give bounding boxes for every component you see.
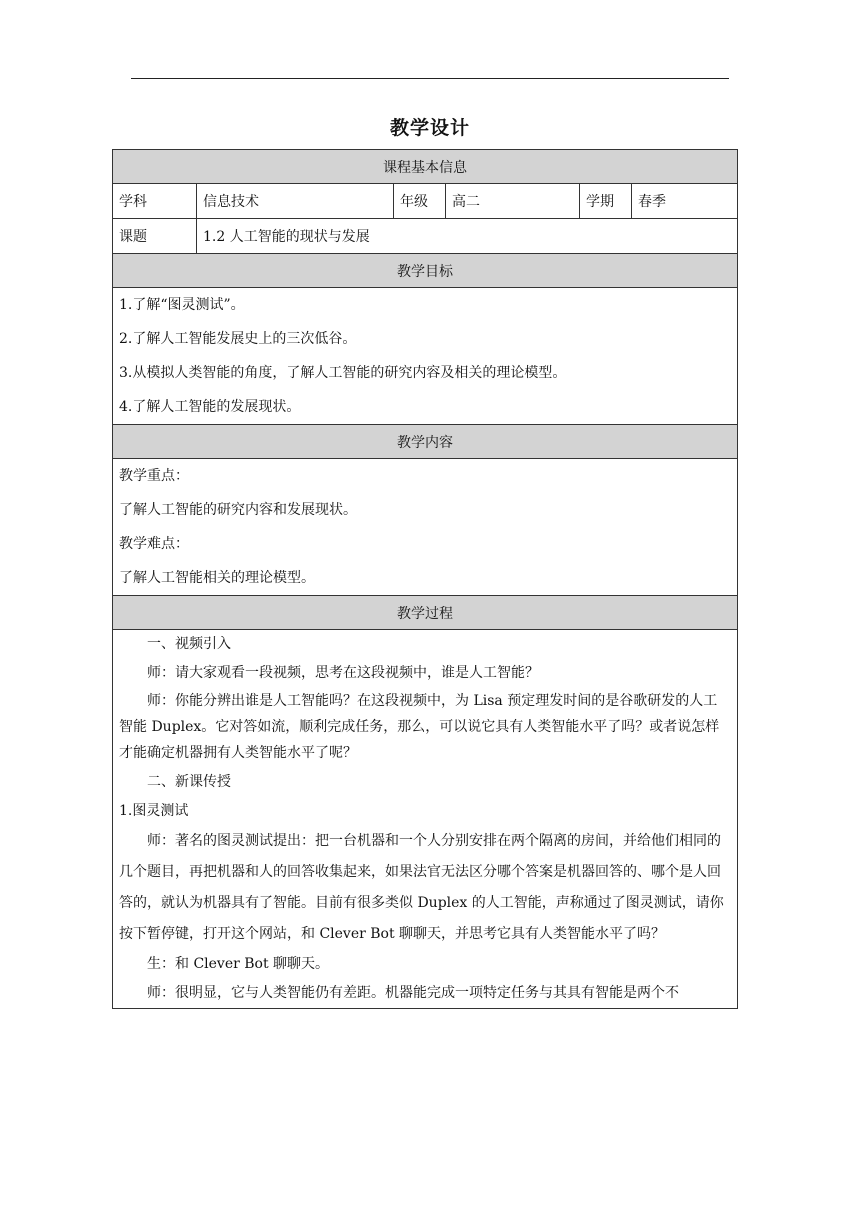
process-body	[113, 630, 738, 1009]
process-paragraph: 师：请大家观看一段视频，思考在这段视频中，谁是人工智能？	[147, 665, 539, 681]
lesson-plan-table	[112, 149, 738, 1009]
header-rule	[131, 78, 729, 79]
process-subsection-title: 1.图灵测试	[119, 803, 189, 819]
basic-info-header: 课程基本信息	[113, 150, 738, 184]
content-row	[113, 459, 738, 596]
objectives-list	[113, 288, 738, 425]
process-section-title: 一、视频引入	[147, 636, 231, 652]
process-row	[113, 630, 738, 1009]
section-header-objectives	[113, 254, 738, 288]
term-label: 学期	[580, 184, 632, 219]
process-section-title: 二、新课传授	[147, 774, 231, 790]
process-paragraph: 师：很明显，它与人类智能仍有差距。机器能完成一项特定任务与其具有智能是两个不	[147, 985, 679, 1001]
topic-row	[113, 219, 738, 254]
objective-item: 4.了解人工智能的发展现状。	[119, 399, 301, 415]
topic-label: 课题	[113, 219, 197, 254]
process-header: 教学过程	[113, 596, 738, 630]
process-paragraph: 生：和 Clever Bot 聊聊天。	[147, 956, 330, 972]
section-header-process	[113, 596, 738, 630]
objectives-row	[113, 288, 738, 425]
info-row	[113, 184, 738, 219]
subject-label: 学科	[113, 184, 197, 219]
key-point-label: 教学重点：	[119, 468, 189, 484]
grade-value: 高二	[446, 184, 580, 219]
objective-item: 3.从模拟人类智能的角度，了解人工智能的研究内容及相关的理论模型。	[119, 365, 567, 381]
content-body	[113, 459, 738, 596]
difficulty-label: 教学难点：	[119, 536, 189, 552]
content-header: 教学内容	[113, 425, 738, 459]
objective-item: 1.了解“图灵测试”。	[119, 297, 245, 313]
process-paragraph: 师：你能分辨出谁是人工智能吗？在这段视频中，为 Lisa 预定理发时间的是谷歌研发的人工智能 Duplex。它对答如流，顺利完成任务，那么，可以说它具有人类智能水平了吗？或者说怎样才能确定机器拥有人类智能水平了呢？	[119, 693, 720, 761]
topic-value: 1.2 人工智能的现状与发展	[197, 219, 738, 254]
subject-value: 信息技术	[197, 184, 394, 219]
term-value: 春季	[632, 184, 738, 219]
process-paragraph: 师：著名的图灵测试提出：把一台机器和一个人分别安排在两个隔离的房间，并给他们相同的几个题目，再把机器和人的回答收集起来，如果法官无法区分哪个答案是机器回答的、哪个是人回答的，就认为机器具有了智能。目前有很多类似 Duplex 的人工智能，声称通过了图灵测试，请你按下暂停键，打开这个网站，和 Clever Bot 聊聊天，并思考它具有人类智能水平了吗？	[119, 833, 724, 942]
document-title: 教学设计	[389, 117, 470, 139]
difficulty-text: 了解人工智能相关的理论模型。	[119, 570, 315, 586]
section-header-content	[113, 425, 738, 459]
grade-label: 年级	[394, 184, 446, 219]
key-point-text: 了解人工智能的研究内容和发展现状。	[119, 502, 357, 518]
objective-item: 2.了解人工智能发展史上的三次低谷。	[119, 331, 357, 347]
objectives-header: 教学目标	[113, 254, 738, 288]
section-header-basic-info	[113, 150, 738, 184]
